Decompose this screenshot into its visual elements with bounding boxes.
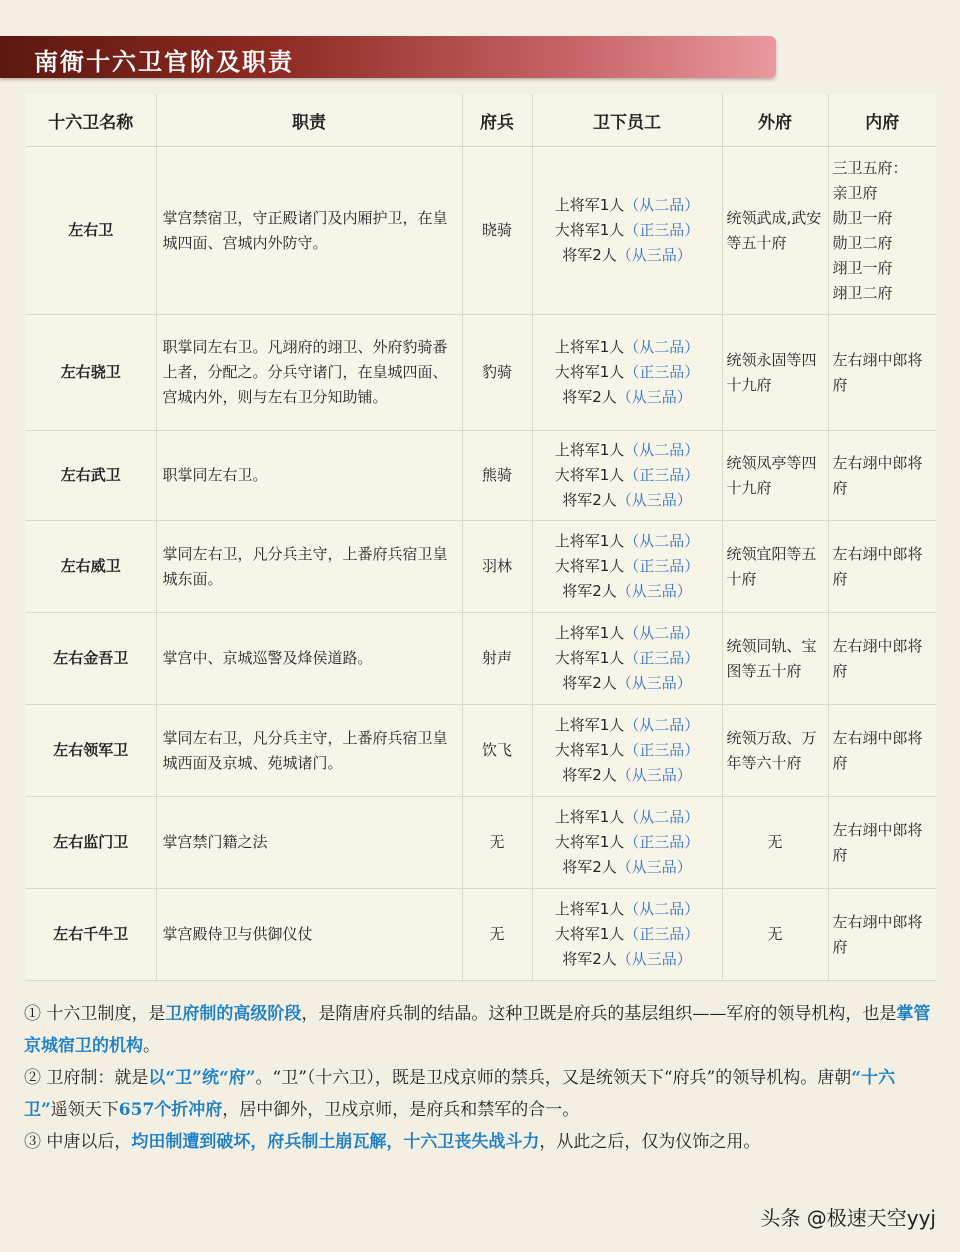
table-row — [26, 521, 936, 613]
staff-role: 将军2人 — [562, 766, 617, 784]
guard-duty: 职掌同左右卫。凡翊府的翊卫、外府豹骑番上者，分配之。分兵守诸门，在皇城四面、宫城内外，则与左右卫分知助铺。 — [156, 315, 462, 431]
staff-rank: （正三品） — [624, 925, 700, 943]
guard-name: 左右监门卫 — [26, 797, 156, 889]
notes — [24, 998, 938, 1158]
guard-outer-fu: 统领永固等四十九府 — [722, 315, 828, 431]
guard-outer-fu: 统领宜阳等五十府 — [722, 521, 828, 613]
staff-role: 大将军1人 — [554, 363, 625, 381]
guard-name: 左右武卫 — [26, 431, 156, 521]
staff-role: 将军2人 — [562, 388, 617, 406]
staff-rank: （从三品） — [616, 858, 692, 876]
staff-line — [534, 738, 721, 763]
guard-outer-fu: 无 — [722, 889, 828, 981]
table-row — [26, 889, 936, 981]
table-row — [26, 315, 936, 431]
staff-role: 大将军1人 — [554, 833, 625, 851]
note-text: ，居中御外，卫戍京师，是府兵和禁军的合一。 — [222, 1100, 580, 1120]
staff-rank: （从三品） — [616, 582, 692, 600]
guard-staff — [532, 705, 722, 797]
header-outer-fu: 外府 — [722, 94, 828, 147]
guard-troop: 豹骑 — [462, 315, 532, 431]
note-2 — [24, 1062, 938, 1126]
guard-name: 左右卫 — [26, 147, 156, 315]
staff-rank: （正三品） — [624, 221, 700, 239]
staff-rank: （从三品） — [616, 491, 692, 509]
staff-rank: （正三品） — [624, 833, 700, 851]
staff-role: 大将军1人 — [554, 221, 625, 239]
guard-staff — [532, 797, 722, 889]
guard-outer-fu: 统领凤亭等四十九府 — [722, 431, 828, 521]
staff-line — [534, 529, 721, 554]
guard-inner-fu: 左右翊中郎将府 — [828, 315, 936, 431]
note-3 — [24, 1126, 938, 1158]
staff-line — [534, 947, 721, 972]
guard-troop: 熊骑 — [462, 431, 532, 521]
staff-role: 将军2人 — [562, 582, 617, 600]
note-highlight: 657个折冲府 — [118, 1100, 223, 1120]
staff-rank: （从二品） — [624, 808, 700, 826]
staff-role: 上将军1人 — [554, 338, 625, 356]
guard-outer-fu: 统领武成,武安等五十府 — [722, 147, 828, 315]
guard-outer-fu: 统领万敌、万年等六十府 — [722, 705, 828, 797]
staff-rank: （从二品） — [624, 441, 700, 459]
staff-rank: （正三品） — [624, 741, 700, 759]
guard-duty: 掌宫中、京城巡警及烽侯道路。 — [156, 613, 462, 705]
note-text: ，从此之后，仅为仪饰之用。 — [539, 1132, 761, 1152]
staff-line — [534, 646, 721, 671]
note-text: 遥领天下 — [50, 1100, 119, 1120]
staff-role: 大将军1人 — [554, 557, 625, 575]
guard-troop: 无 — [462, 797, 532, 889]
staff-rank: （从三品） — [616, 674, 692, 692]
guard-inner-fu: 左右翊中郎将府 — [828, 889, 936, 981]
note-highlight: 掌管京城宿卫的机构 — [24, 1004, 931, 1056]
note-highlight: 卫府制的高级阶段 — [165, 1004, 302, 1024]
guard-name: 左右威卫 — [26, 521, 156, 613]
table-header-row — [26, 94, 936, 147]
note-text: ③ 中唐以后， — [24, 1132, 132, 1152]
table-row — [26, 797, 936, 889]
staff-rank: （正三品） — [624, 466, 700, 484]
guard-staff — [532, 889, 722, 981]
staff-line — [534, 385, 721, 410]
table-row — [26, 705, 936, 797]
header-name: 十六卫名称 — [26, 94, 156, 147]
note-text: 。 — [143, 1036, 160, 1056]
staff-role: 上将军1人 — [554, 624, 625, 642]
note-highlight: 以“卫”统“府” — [148, 1068, 256, 1088]
staff-role: 上将军1人 — [554, 716, 625, 734]
staff-role: 上将军1人 — [554, 441, 625, 459]
staff-role: 大将军1人 — [554, 649, 625, 667]
staff-line — [534, 554, 721, 579]
staff-role: 将军2人 — [562, 246, 617, 264]
staff-role: 将军2人 — [562, 950, 617, 968]
guard-duty: 职掌同左右卫。 — [156, 431, 462, 521]
guard-duty: 掌宫殿侍卫与供御仪仗 — [156, 889, 462, 981]
guard-inner-fu: 左右翊中郎将府 — [828, 521, 936, 613]
guard-inner-fu: 左右翊中郎将府 — [828, 613, 936, 705]
staff-rank: （从二品） — [624, 338, 700, 356]
staff-line — [534, 763, 721, 788]
guards-table — [26, 94, 936, 981]
staff-line — [534, 360, 721, 385]
staff-role: 上将军1人 — [554, 808, 625, 826]
guard-duty: 掌宫禁门籍之法 — [156, 797, 462, 889]
staff-role: 大将军1人 — [554, 741, 625, 759]
guard-staff — [532, 315, 722, 431]
guard-name: 左右金吾卫 — [26, 613, 156, 705]
staff-rank: （从三品） — [616, 950, 692, 968]
table-row — [26, 431, 936, 521]
staff-line — [534, 335, 721, 360]
staff-rank: （正三品） — [624, 557, 700, 575]
staff-line — [534, 463, 721, 488]
staff-line — [534, 621, 721, 646]
note-1 — [24, 998, 938, 1062]
staff-line — [534, 579, 721, 604]
guard-troop: 射声 — [462, 613, 532, 705]
staff-rank: （从三品） — [616, 246, 692, 264]
table-row — [26, 147, 936, 315]
guard-duty: 掌同左右卫，凡分兵主守，上番府兵宿卫皇城西面及京城、苑城诸门。 — [156, 705, 462, 797]
staff-line — [534, 713, 721, 738]
author-credit: 头条 @极速天空yyj — [760, 1206, 936, 1230]
guard-inner-fu: 左右翊中郎将府 — [828, 797, 936, 889]
staff-role: 将军2人 — [562, 858, 617, 876]
staff-line — [534, 671, 721, 696]
staff-role: 上将军1人 — [554, 532, 625, 550]
guard-duty: 掌宫禁宿卫，守正殿诸门及内厢护卫，在皇城四面、宫城内外防守。 — [156, 147, 462, 315]
header-duty: 职责 — [156, 94, 462, 147]
guard-outer-fu: 统领同轨、宝图等五十府 — [722, 613, 828, 705]
staff-role: 大将军1人 — [554, 925, 625, 943]
guard-troop: 无 — [462, 889, 532, 981]
staff-role: 将军2人 — [562, 674, 617, 692]
staff-rank: （从二品） — [624, 196, 700, 214]
guard-inner-fu: 三卫五府： 亲卫府 勋卫一府 勋卫二府 翊卫一府 翊卫二府 — [828, 147, 936, 315]
staff-rank: （从二品） — [624, 532, 700, 550]
page-title: 南衙十六卫官阶及职责 — [34, 47, 294, 76]
note-text: ，是隋唐府兵制的结晶。这种卫既是府兵的基层组织——军府的领导机构，也是 — [301, 1004, 897, 1024]
staff-rank: （从二品） — [624, 716, 700, 734]
staff-rank: （从三品） — [616, 766, 692, 784]
guard-troop: 饮飞 — [462, 705, 532, 797]
guard-troop: 晓骑 — [462, 147, 532, 315]
note-text: ② 卫府制：就是 — [24, 1068, 149, 1088]
staff-rank: （从二品） — [624, 900, 700, 918]
staff-line — [534, 218, 721, 243]
staff-role: 上将军1人 — [554, 900, 625, 918]
staff-line — [534, 193, 721, 218]
guard-staff — [532, 613, 722, 705]
guard-troop: 羽林 — [462, 521, 532, 613]
header-staff: 卫下员工 — [532, 94, 722, 147]
staff-line — [534, 488, 721, 513]
staff-role: 上将军1人 — [554, 196, 625, 214]
note-highlight: 均田制遭到破坏，府兵制土崩瓦解，十六卫丧失战斗力 — [131, 1132, 540, 1152]
header-inner-fu: 内府 — [828, 94, 936, 147]
staff-line — [534, 855, 721, 880]
table-row — [26, 613, 936, 705]
guard-name: 左右千牛卫 — [26, 889, 156, 981]
staff-rank: （正三品） — [624, 363, 700, 381]
guard-staff — [532, 521, 722, 613]
guard-duty: 掌同左右卫，凡分兵主守，上番府兵宿卫皇城东面。 — [156, 521, 462, 613]
staff-line — [534, 922, 721, 947]
staff-line — [534, 897, 721, 922]
guard-inner-fu: 左右翊中郎将府 — [828, 705, 936, 797]
staff-line — [534, 438, 721, 463]
guard-staff — [532, 431, 722, 521]
staff-role: 大将军1人 — [554, 466, 625, 484]
staff-rank: （正三品） — [624, 649, 700, 667]
note-highlight: “十六卫” — [24, 1068, 896, 1120]
staff-line — [534, 830, 721, 855]
guard-name: 左右骁卫 — [26, 315, 156, 431]
staff-rank: （从二品） — [624, 624, 700, 642]
guard-staff — [532, 147, 722, 315]
title-banner — [0, 36, 776, 78]
guard-outer-fu: 无 — [722, 797, 828, 889]
guard-name: 左右领军卫 — [26, 705, 156, 797]
staff-role: 将军2人 — [562, 491, 617, 509]
staff-rank: （从三品） — [616, 388, 692, 406]
staff-line — [534, 805, 721, 830]
header-troop: 府兵 — [462, 94, 532, 147]
guard-inner-fu: 左右翊中郎将府 — [828, 431, 936, 521]
note-text: 。“卫”（十六卫），既是卫戍京师的禁兵，又是统领天下“府兵”的领导机构。唐朝 — [255, 1068, 852, 1088]
note-text: ① 十六卫制度，是 — [24, 1004, 166, 1024]
staff-line — [534, 243, 721, 268]
